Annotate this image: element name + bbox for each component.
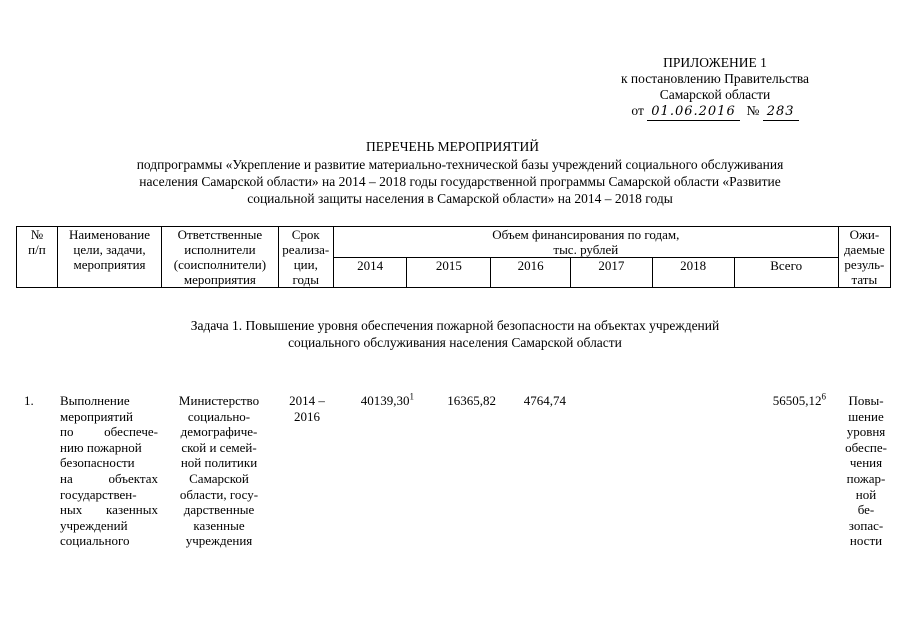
header-name: Наименование цели, задачи, мероприятия (57, 227, 161, 288)
header-year-2017: 2017 (570, 258, 652, 288)
subtitle-line: населения Самарской области» на 2014 – 2018 годы государственной программы Самарской области «Развитие (139, 174, 781, 189)
document-title: ПЕРЕЧЕНЬ МЕРОПРИЯТИЙ (365, 139, 540, 154)
task-heading: Задача 1. Повышение уровня обеспечения пожарной безопасности на объектах учреждений социального обслуживания населения Самарской области (190, 318, 720, 350)
header-term: Срок реализа- ции, годы (278, 227, 333, 288)
subtitle-line: подпрограммы «Укрепление и развитие материально-технической базы учреждений социального обслуживания (136, 157, 784, 172)
row-value-2015: 16365,82 (447, 393, 496, 408)
header-year-2015: 2015 (407, 258, 491, 288)
row-result: Повы- шение уровня обеспе- чения пожар- ной бе- зопас- ности (845, 393, 887, 549)
row-value-total: 56505,12$^6$ (772, 391, 826, 408)
appendix-line-2: Самарской области (659, 87, 771, 102)
appendix-block (585, 55, 845, 121)
row-responsible: Министерство социально- демографиче- ской и семей- ной политики Самарской области, госу- дарственные казенные учреждения (178, 393, 260, 549)
header-total: Всего (734, 258, 838, 288)
date-value: 01.06.2016 (647, 104, 739, 121)
row-value-2014: 40139,30$^1$ (360, 391, 414, 408)
header-table (16, 226, 891, 288)
row-value-2016: 4764,74 (523, 393, 566, 408)
number-prefix: № (746, 103, 760, 118)
date-prefix: от (631, 103, 644, 118)
header-funding: Объем финансирования по годам, тыс. рублей (333, 227, 838, 258)
appendix-line-1: к постановлению Правительства (620, 71, 810, 86)
header-year-2014: 2014 (333, 258, 407, 288)
header-responsible: Ответственные исполнители (соисполнители) мероприятия (162, 227, 279, 288)
header-result: Ожи- даемые резуль- таты (838, 227, 890, 288)
appendix-heading: ПРИЛОЖЕНИЕ 1 (663, 55, 767, 70)
row-activity-name: Выполнение мероприятий по обеспече- нию пожарной безопасности на объектах государствен- ных казенных учреждений социального (60, 393, 158, 549)
number-value: 283 (763, 104, 799, 121)
row-term: 2014 – 2016 (289, 393, 325, 424)
header-year-2018: 2018 (652, 258, 734, 288)
header-num: № п/п (17, 227, 58, 288)
row-number: 1. (24, 393, 34, 408)
appendix-date-line (585, 103, 845, 121)
footnote-mark: 6 (821, 391, 826, 402)
subtitle-line: социальной защиты населения в Самарской области» на 2014 – 2018 годы (247, 191, 673, 206)
document-subtitle (80, 156, 840, 207)
footnote-mark: 1 (409, 391, 414, 402)
header-year-2016: 2016 (491, 258, 571, 288)
